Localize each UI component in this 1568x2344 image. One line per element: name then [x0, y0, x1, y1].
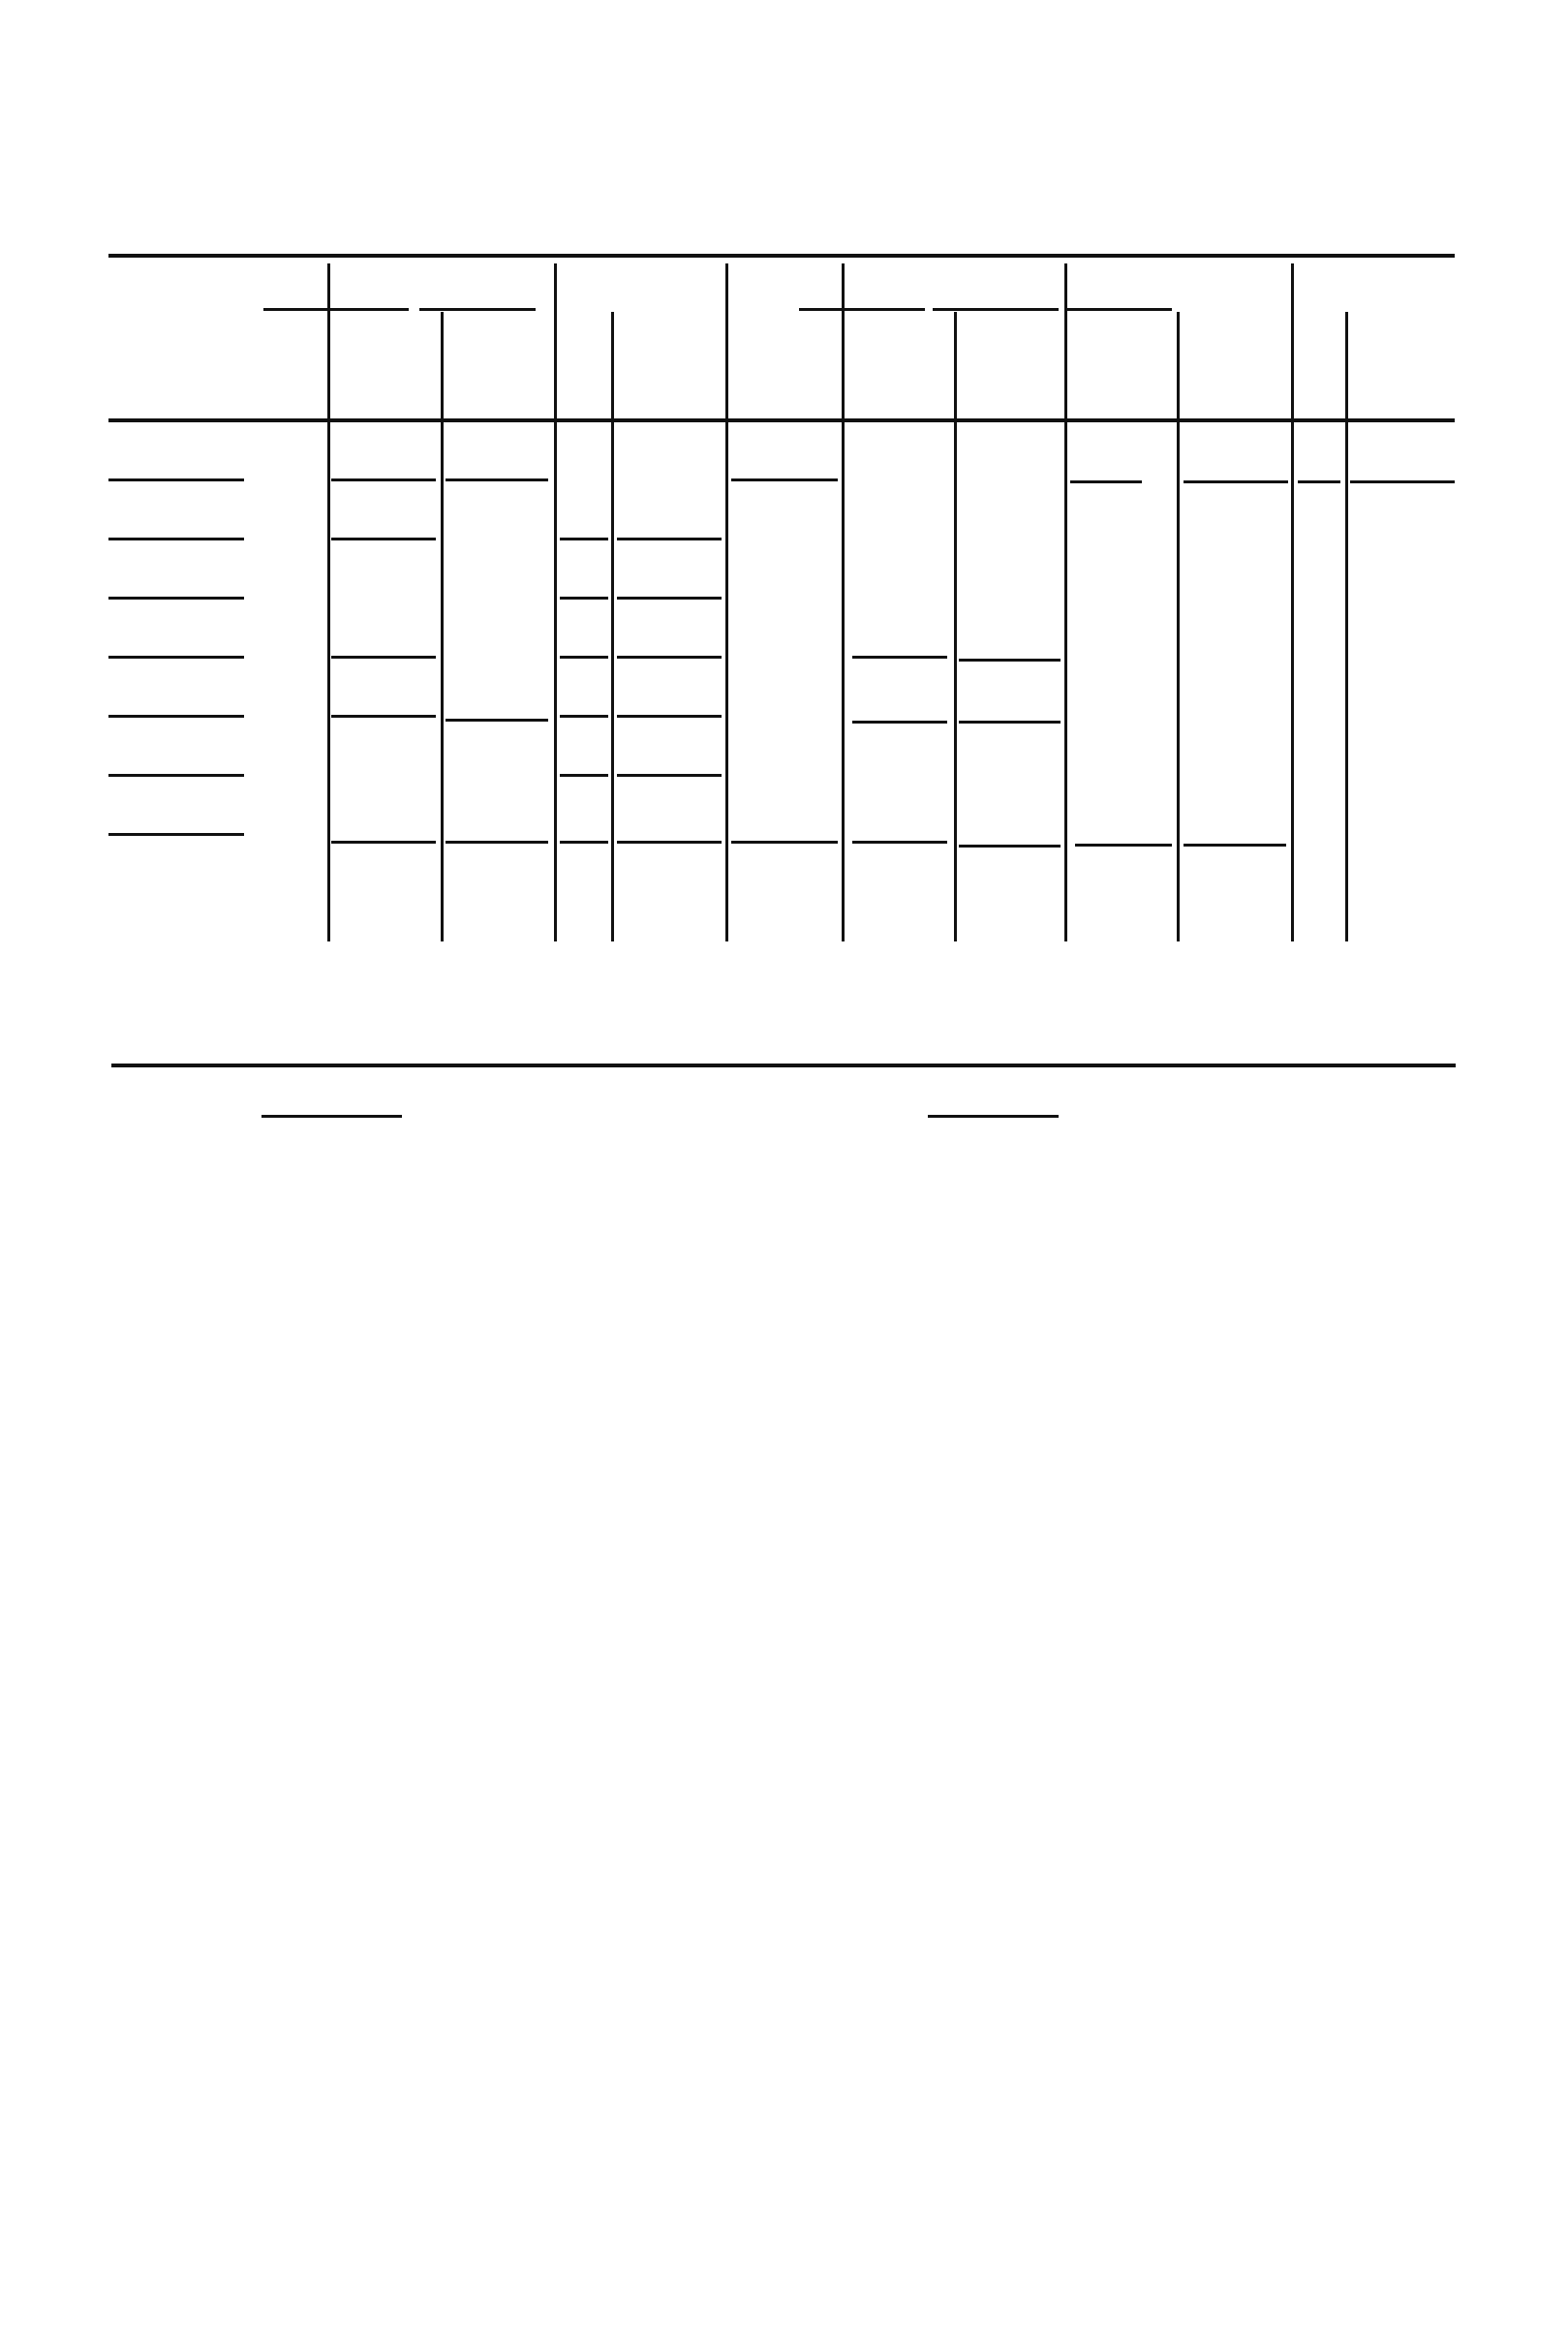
- col-rule: [842, 263, 845, 941]
- row-rule: [446, 478, 548, 481]
- row-rule: [1350, 480, 1455, 483]
- row-rule: [617, 538, 722, 540]
- row-rule: [617, 715, 722, 718]
- row-rule: [560, 715, 608, 718]
- row-rule: [959, 845, 1061, 848]
- row-rule: [108, 656, 244, 659]
- row-rule: [560, 538, 608, 540]
- header-divider-A3: [1065, 308, 1172, 311]
- col-rule: [725, 263, 728, 941]
- row-rule: [852, 721, 947, 724]
- row-rule: [852, 841, 947, 844]
- row-rule: [108, 715, 244, 718]
- row-rule: [331, 538, 436, 540]
- row-rule: [959, 721, 1061, 724]
- document-reference: [1099, 76, 1109, 114]
- row-rule: [1184, 844, 1286, 847]
- row-rule: [560, 656, 608, 659]
- col-rule: [554, 263, 557, 941]
- table-top-rule: [108, 254, 1455, 258]
- col-rule: [441, 312, 444, 941]
- header-divider-L: [261, 1115, 402, 1118]
- row-rule: [560, 841, 608, 844]
- row-rule: [108, 538, 244, 540]
- header-divider-b: [928, 1115, 1059, 1118]
- col-rule: [1291, 263, 1294, 941]
- col-rule: [1064, 263, 1067, 941]
- row-rule: [617, 774, 722, 777]
- row-rule: [331, 715, 436, 718]
- row-rule: [331, 841, 436, 844]
- col-rule: [1345, 312, 1348, 941]
- row-rule: [108, 774, 244, 777]
- header-divider-A2: [933, 308, 1059, 311]
- row-rule: [560, 597, 608, 600]
- col-rule: [954, 312, 957, 941]
- row-rule: [1298, 480, 1340, 483]
- col-rule: [1177, 312, 1180, 941]
- row-rule: [108, 833, 244, 836]
- row-rule: [331, 478, 436, 481]
- row-rule: [1184, 480, 1288, 483]
- row-rule: [446, 719, 548, 722]
- header-bottom-rule: [108, 418, 1455, 422]
- table-top-rule: [111, 1064, 1456, 1067]
- row-rule: [331, 656, 436, 659]
- row-rule: [959, 659, 1061, 662]
- row-rule: [617, 841, 722, 844]
- row-rule: [446, 841, 548, 844]
- row-rule: [108, 597, 244, 600]
- col-rule: [327, 263, 330, 941]
- row-rule: [1070, 480, 1142, 483]
- row-rule: [617, 597, 722, 600]
- row-rule: [852, 656, 947, 659]
- row-rule: [108, 478, 244, 481]
- row-rule: [617, 656, 722, 659]
- row-rule: [1075, 844, 1172, 847]
- row-rule: [731, 478, 838, 481]
- row-rule: [731, 841, 838, 844]
- row-rule: [560, 774, 608, 777]
- col-rule: [611, 312, 614, 941]
- header-divider-A1: [799, 308, 925, 311]
- header-divider-E: [419, 308, 536, 311]
- header-divider-D: [263, 308, 409, 311]
